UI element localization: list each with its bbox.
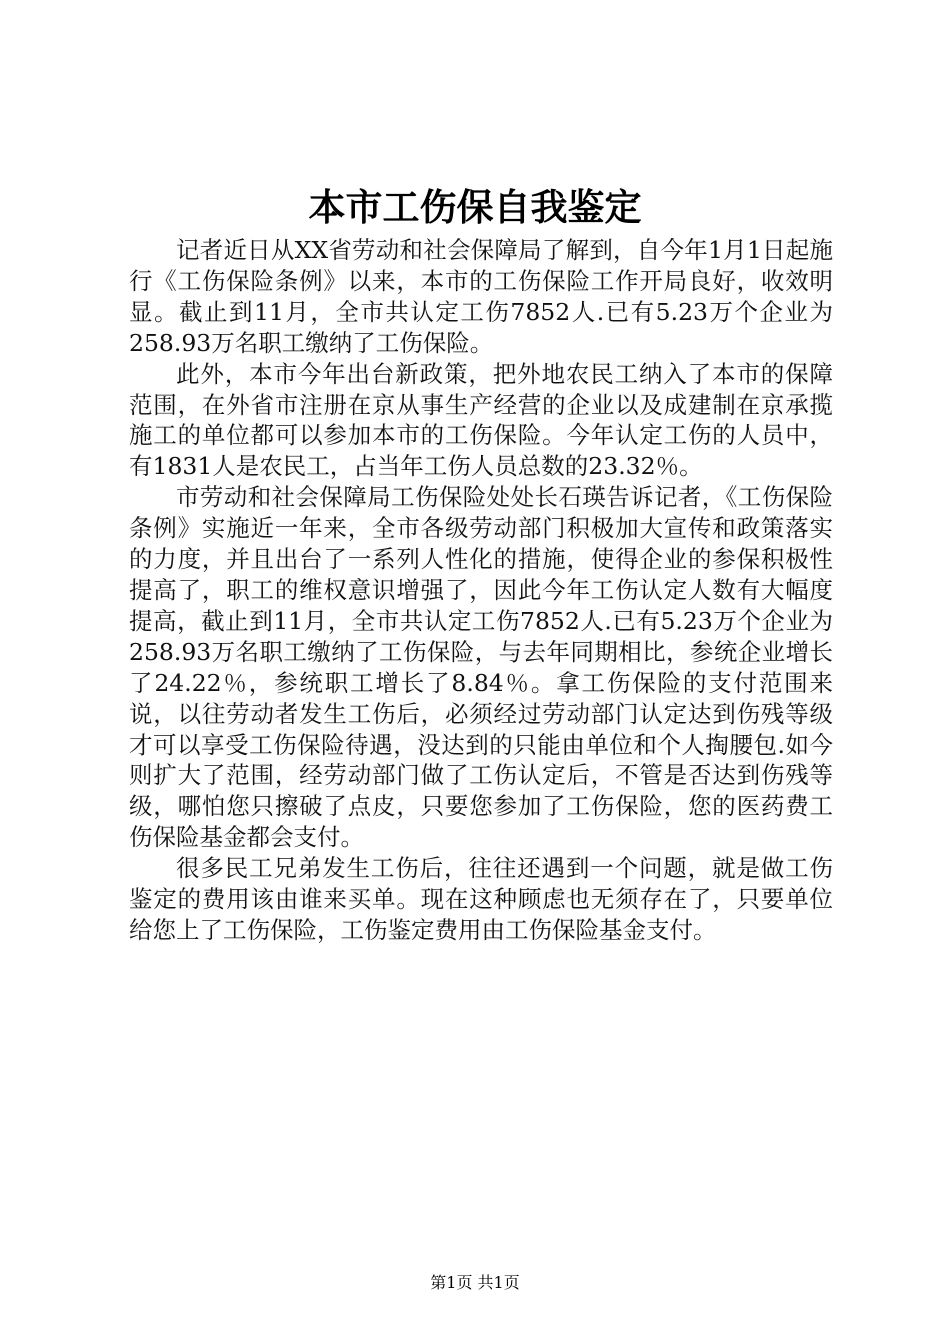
page-footer: 第1页 共1页	[430, 1273, 520, 1292]
paragraph-3: 市劳动和社会保障局工伤保险处处长石瑛告诉记者，《工伤保险条例》实施近一年来，全市各级劳动部门积极加大宣传和政策落实的力度，并且出台了一系列人性化的措施，使得企业的参保积极性提高了，职工的维权意识增强了，因此今年工伤认定人数有大幅度提高，截止到11月，全市共认定工伤7852人.已有5.23万个企业为258.93万名职工缴纳了工伤保险，与去年同期相比，参统企业增长了24.22％，参统职工增长了8.84％。拿工伤保险的支付范围来说，以往劳动者发生工伤后，必须经过劳动部门认定达到伤残等级才可以享受工伤保险待遇，没达到的只能由单位和个人掏腰包.如今则扩大了范围，经劳动部门做了工伤认定后，不管是否达到伤残等级，哪怕您只擦破了点皮，只要您参加了工伤保险，您的医药费工伤保险基金都会支付。	[129, 483, 833, 852]
paragraph-2: 此外，本市今年出台新政策，把外地农民工纳入了本市的保障范围，在外省市注册在京从事生产经营的企业以及成建制在京承揽施工的单位都可以参加本市的工伤保险。今年认定工伤的人员中，有1831人是农民工，占当年工伤人员总数的23.32％。	[129, 359, 833, 481]
document-title: 本市工伤保自我鉴定	[308, 185, 642, 229]
document-body	[129, 235, 833, 946]
paragraph-1: 记者近日从XX省劳动和社会保障局了解到，自今年1月1日起施行《工伤保险条例》以来，本市的工伤保险工作开局良好，收效明显。截止到11月，全市共认定工伤7852人.已有5.23万个企业为258.93万名职工缴纳了工伤保险。	[129, 236, 833, 357]
paragraph-4: 很多民工兄弟发生工伤后，往往还遇到一个问题，就是做工伤鉴定的费用该由谁来买单。现在这种顾虑也无须存在了，只要单位给您上了工伤保险，工伤鉴定费用由工伤保险基金支付。	[129, 854, 833, 944]
